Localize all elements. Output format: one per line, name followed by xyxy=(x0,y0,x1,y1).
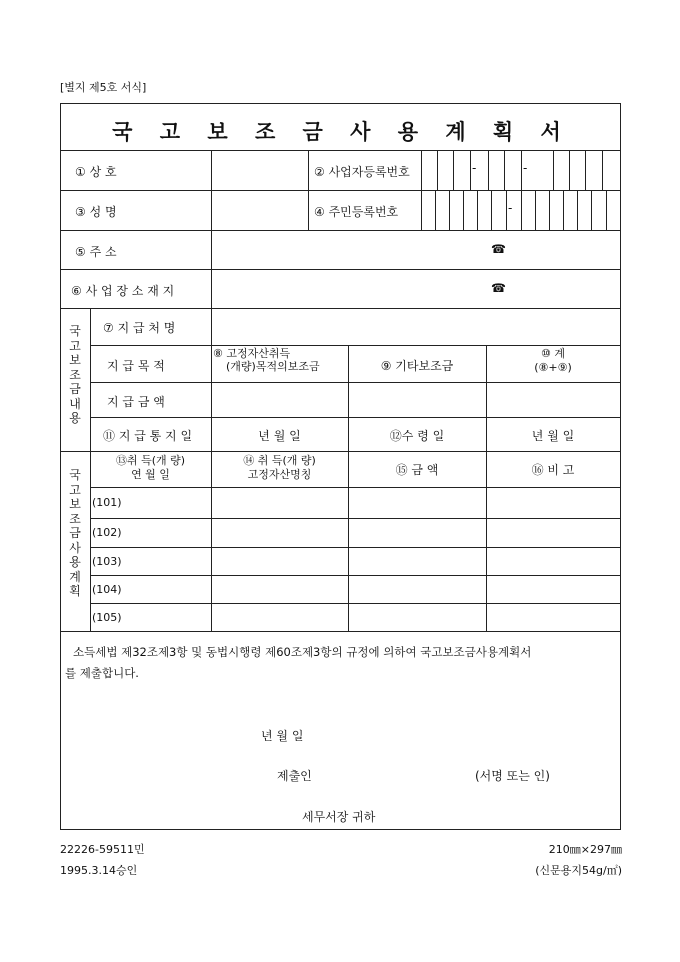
col-16-header: ⑯ 비 고 xyxy=(531,463,575,477)
footer-paper-type: (신문용지54g/㎡) xyxy=(535,864,622,877)
addressee: 세무서장 귀하 xyxy=(302,810,376,824)
name-label: ③ 성 명 xyxy=(75,205,117,219)
col-15-header: ⑮ 금 액 xyxy=(395,463,439,477)
table-row: (105) xyxy=(92,611,122,624)
col-10-header: ⑩ 계 xyxy=(541,347,565,360)
col-9-header: ⑨ 기타보조금 xyxy=(380,359,454,373)
telephone-icon: ☎ xyxy=(491,281,506,295)
reg-dash: - xyxy=(508,201,513,215)
form-title: 국 고 보 조 금 사 용 계 획 서 xyxy=(112,119,571,144)
notice-date-label: ⑪ 지 급 통 지 일 xyxy=(103,429,193,443)
notice-date-value: 년 월 일 xyxy=(258,429,301,443)
submitter-label: 제출인 xyxy=(277,769,312,783)
table-row: (103) xyxy=(92,555,122,568)
form-label: [별지 제5호 서식] xyxy=(60,81,147,94)
receipt-date-label: ⑫수 령 일 xyxy=(389,429,445,443)
resident-reg-no-label: ④ 주민등록번호 xyxy=(314,205,399,219)
col-13-header-sub: 연 월 일 xyxy=(131,468,170,481)
declaration-text-cont: 를 제출합니다. xyxy=(65,666,139,680)
subsidy-content-section-label: 국고보조금내용 xyxy=(69,324,81,425)
signature-label: (서명 또는 인) xyxy=(475,769,550,783)
footer-approval: 1995.3.14승인 xyxy=(60,864,138,877)
declaration-text: 소득세법 제32조제3항 및 동법시행령 제60조제3항의 규정에 의하여 국고보조금사용계획서 xyxy=(73,645,532,659)
reg-dash: - xyxy=(523,161,528,175)
subsidy-usage-plan-form xyxy=(60,103,621,830)
col-8-header: ⑧ 고정자산취득 xyxy=(213,347,291,360)
trade-name-label: ① 상 호 xyxy=(75,165,117,179)
col-14-header-sub: 고정자산명칭 xyxy=(247,468,312,481)
declaration-date: 년 월 일 xyxy=(261,729,304,743)
col-14-header: ⑭ 취 득(개 량) xyxy=(243,454,316,467)
footer-paper-size: 210㎜×297㎜ xyxy=(548,843,622,856)
usage-plan-section-label: 국고보조금 사용계획 xyxy=(69,468,81,598)
col-13-header: ⑬취 득(개 량) xyxy=(115,454,186,467)
reg-dash: - xyxy=(472,161,477,175)
payer-label: ⑦ 지 급 처 명 xyxy=(103,321,176,335)
telephone-icon: ☎ xyxy=(491,242,506,256)
purpose-label: 지 급 목 적 xyxy=(107,359,165,373)
col-10-header-sub: (⑧+⑨) xyxy=(534,361,572,374)
business-reg-no-label: ② 사업자등록번호 xyxy=(314,165,410,179)
footer-code: 22226-59511민 xyxy=(60,843,145,856)
business-location-label: ⑥ 사 업 장 소 재 지 xyxy=(71,284,175,298)
receipt-date-value: 년 월 일 xyxy=(531,429,575,443)
address-label: ⑤ 주 소 xyxy=(75,245,117,259)
col-8-header-sub: (개량)목적의보조금 xyxy=(226,360,320,373)
table-row: (101) xyxy=(92,496,122,509)
amount-label: 지 급 금 액 xyxy=(107,395,165,409)
table-row: (102) xyxy=(92,526,122,539)
table-row: (104) xyxy=(92,583,122,596)
